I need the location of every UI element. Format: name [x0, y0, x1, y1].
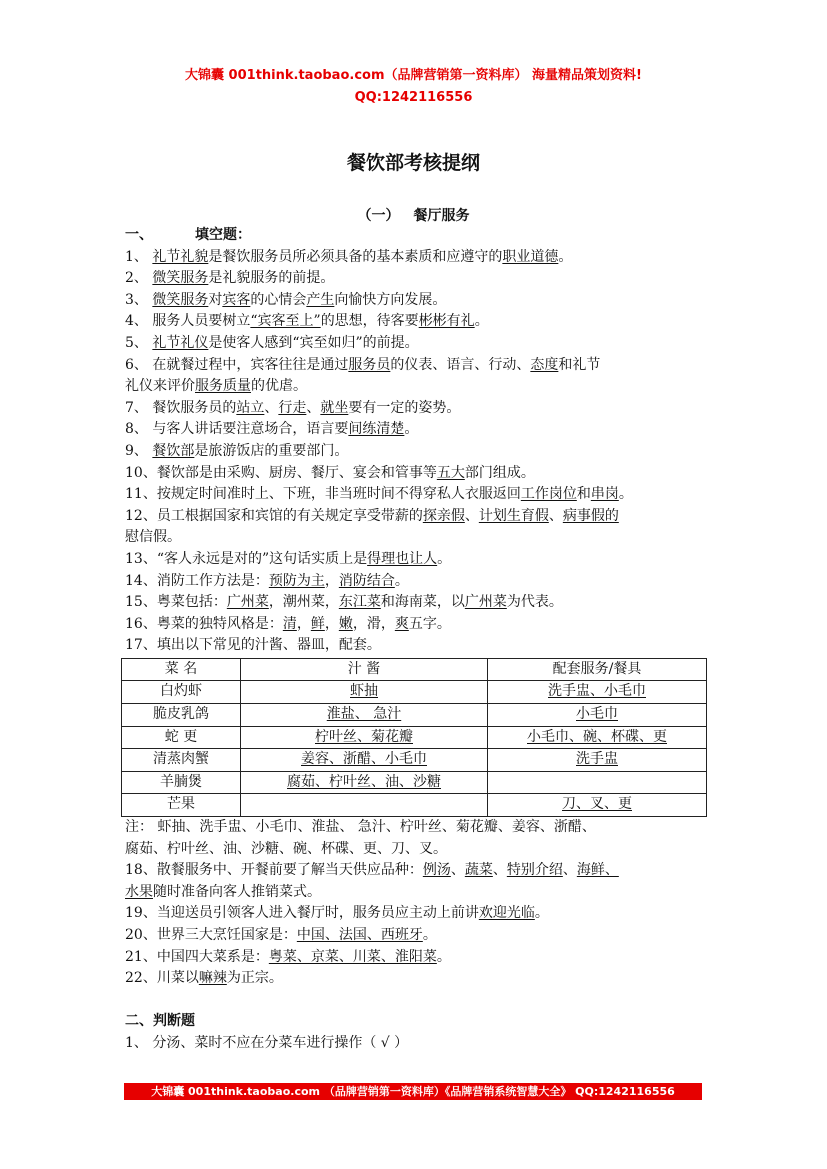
table-row: [122, 704, 707, 727]
answer-text: 探亲假: [422, 507, 465, 524]
table-row: [122, 771, 707, 794]
question-text: 为正宗。: [226, 970, 283, 987]
answer-text: 鲜: [310, 615, 325, 632]
question-text: 5、: [125, 334, 153, 351]
answer-text: 广州菜: [464, 594, 507, 611]
service-cell: 洗手盅、小毛巾: [488, 681, 707, 704]
question-text: 、: [548, 507, 563, 524]
answer-text: 广州菜: [226, 594, 269, 611]
sauce-cell: 柠叶丝、菊花瓣: [241, 726, 488, 749]
header-promo-line: 大锦囊 001think.taobao.com（品牌营销第一资料库） 海量精品策划资料!: [185, 68, 642, 83]
table-header-cell: 配套服务/餐具: [488, 658, 707, 681]
question-text: 10、餐饮部是由采购、厨房、餐厅、宴会和管事等: [125, 464, 437, 481]
answer-text: 餐饮部: [152, 442, 195, 459]
question-text: 部门组成。: [464, 464, 535, 481]
question-text: 19、当迎送员引领客人进入餐厅时，服务员应主动上前讲: [125, 905, 479, 922]
sauce-cell: 姜容、浙醋、小毛巾: [241, 749, 488, 772]
question-text: ，: [324, 615, 339, 632]
question-text: 7、 餐饮服务员的: [125, 399, 237, 416]
answer-text: 产生: [306, 291, 335, 308]
question-text: 2、: [125, 270, 153, 287]
question-12: [125, 506, 715, 528]
sauce-cell: 腐茹、柠叶丝、油、沙糖: [241, 771, 488, 794]
answer-text: 礼节礼貌: [152, 248, 209, 265]
question-text: 、: [450, 862, 465, 879]
document-body: [125, 225, 715, 1055]
question-text: 21、中国四大菜系是：: [125, 948, 269, 965]
dish-cell: 白灼虾: [122, 681, 241, 704]
answer-text: 爽: [394, 615, 409, 632]
answer-text: 串岗: [590, 486, 619, 503]
table-header-cell: 汁 酱: [241, 658, 488, 681]
question-text: 和海南菜，以: [380, 594, 465, 611]
question-13: [125, 549, 715, 571]
question-21: [125, 947, 715, 969]
table-header-cell: 菜 名: [122, 658, 241, 681]
question-text: 17、填出以下常见的汁酱、器皿，配套。: [125, 637, 381, 654]
answer-text: 特别介绍: [506, 862, 563, 879]
question-5: [125, 333, 715, 355]
question-text: 6、 在就餐过程中，宾客往往是通过: [125, 356, 349, 373]
question-text: 15、粤菜包括：: [125, 594, 227, 611]
question-text: 9、: [125, 442, 153, 459]
question-19: [125, 903, 715, 925]
question-2: [125, 268, 715, 290]
answer-text: 东江菜: [338, 594, 381, 611]
question-text: ，潮州菜，: [268, 594, 339, 611]
dish-cell: 脆皮乳鸽: [122, 704, 241, 727]
question-text: 礼仪来评价: [125, 378, 195, 395]
answer-text: “宾客至上”: [250, 313, 321, 330]
question-text: 、: [464, 507, 479, 524]
question-text: 是旅游饭店的重要部门。: [194, 442, 349, 459]
question-text: 是使客人感到“宾至如归”的前提。: [208, 334, 419, 351]
dish-cell: 芒果: [122, 794, 241, 817]
question-text: 、: [492, 862, 507, 879]
question-text: 。: [474, 313, 489, 330]
question-18-cont: [125, 882, 715, 904]
service-cell: 刀、叉、更: [488, 794, 707, 817]
question-text: 。: [437, 550, 452, 567]
answer-text: 就坐: [320, 399, 349, 416]
answer-text: 服务质量: [195, 378, 251, 395]
question-text: 和: [576, 486, 591, 503]
answer-text: 彬彬有礼: [418, 313, 475, 330]
question-9: [125, 441, 715, 463]
question-text: 注： 虾抽、洗手盅、小毛巾、淮盐、 急汁、柠叶丝、菊花瓣、姜容、浙醋、: [125, 819, 596, 836]
subtitle-number: （一）: [357, 208, 400, 224]
answer-text: 消防结合: [338, 572, 395, 589]
judge-question-1: [125, 1033, 715, 1055]
answer-text: 间练清楚: [348, 421, 405, 438]
sauce-cell: 虾抽: [241, 681, 488, 704]
answer-text: 例汤: [422, 862, 451, 879]
question-14: [125, 571, 715, 593]
question-text: ，滑，: [352, 615, 395, 632]
table-note-cont: [125, 839, 715, 861]
question-text: 18、散餐服务中、开餐前要了解当天供应品种：: [125, 862, 423, 879]
table-row: [122, 681, 707, 704]
section-number: 一、: [125, 227, 153, 243]
question-8: [125, 419, 715, 441]
question-text: 。: [422, 927, 437, 943]
page-title: 餐饮部考核提纲: [346, 152, 480, 174]
question-4: [125, 311, 715, 333]
question-7: [125, 398, 715, 420]
answer-text: 欢迎光临: [478, 905, 535, 922]
dish-cell: 羊腩煲: [122, 771, 241, 794]
answer-text: 海鲜、: [576, 862, 619, 879]
spacer: [125, 990, 715, 1012]
question-text: 的心情会: [250, 291, 307, 308]
section-heading-true-false: 二、判断题: [125, 1013, 195, 1030]
question-text: 要有一定的姿势。: [348, 399, 461, 416]
question-text: 、: [562, 862, 577, 879]
question-text: 和礼节: [558, 356, 601, 373]
table-row: [122, 794, 707, 817]
question-text: 。: [558, 248, 573, 265]
question-text: 。: [394, 572, 409, 589]
service-cell: 洗手盅: [488, 749, 707, 772]
question-17: [125, 635, 715, 657]
answer-text: 五大: [436, 464, 465, 481]
question-text: 、: [264, 399, 279, 416]
answer-text: 嘛辣: [198, 970, 227, 987]
question-text: 14、消防工作方法是：: [125, 572, 269, 589]
question-22: [125, 968, 715, 990]
table-row: [122, 749, 707, 772]
question-text: 的优虐。: [251, 378, 307, 395]
question-text: 、: [306, 399, 321, 416]
footer-banner: 大锦囊 001think.taobao.com （品牌营销第一资料库）《品牌营销系统智慧大全》 QQ:1242116556: [124, 1083, 702, 1100]
section-subtitle: [0, 205, 827, 225]
answer-text: 工作岗位: [520, 486, 577, 503]
answer-text: 计划生育假: [478, 507, 549, 524]
question-18: [125, 860, 715, 882]
dish-cell: 蛇 更: [122, 726, 241, 749]
answer-text: 蔬菜: [464, 862, 493, 879]
question-text: 8、 与客人讲话要注意场合，语言要: [125, 421, 349, 438]
question-6-cont: [125, 376, 715, 398]
section-heading-fill-blank: [125, 225, 715, 247]
question-text: 腐茹、柠叶丝、油、沙糖、碗、杯碟、更、刀、叉。: [125, 840, 447, 857]
question-16: [125, 614, 715, 636]
question-text: 12、员工根据国家和宾馆的有关规定享受带薪的: [125, 507, 423, 524]
question-text: 慰信假。: [125, 529, 181, 546]
question-12-cont: [125, 527, 715, 549]
table-note: [125, 817, 715, 839]
answer-text: 宾客: [222, 291, 251, 308]
question-text: 对: [208, 291, 223, 308]
question-1: [125, 247, 715, 269]
dish-cell: 清蒸肉蟹: [122, 749, 241, 772]
answer-text: 预防为主: [268, 572, 325, 589]
table-header-row: [122, 658, 707, 681]
section-title: 填空题：: [195, 227, 251, 243]
question-15: [125, 592, 715, 614]
question-text: 20、世界三大烹饪国家是：: [125, 927, 297, 943]
answer-text: 礼节礼仪: [152, 334, 209, 351]
answer-text: 病事假的: [562, 507, 619, 524]
question-text: 4、 服务人员要树立: [125, 313, 251, 330]
question-text: 。: [534, 905, 549, 922]
question-text: 随时准备向客人推销菜式。: [153, 883, 321, 900]
question-text: 是礼貌服务的前提。: [208, 270, 335, 287]
service-cell: 小毛巾: [488, 704, 707, 727]
question-text: 是餐饮服务员所必须具备的基本素质和应遵守的: [208, 248, 503, 265]
question-text: ，: [296, 615, 311, 632]
subtitle-text: 餐厅服务: [413, 208, 470, 224]
sauce-pairing-table: [121, 658, 707, 817]
question-11: [125, 484, 715, 506]
question-text: 。: [618, 486, 633, 503]
answer-text: 嫩: [338, 615, 353, 632]
question-text: 22、川菜以: [125, 970, 199, 987]
question-text: 1、 分汤、菜时不应在分菜车进行操作（ √ ）: [125, 1034, 409, 1051]
question-text: 。: [436, 948, 451, 965]
question-text: 11、按规定时间准时上、下班，非当班时间不得穿私人衣服返回: [125, 486, 521, 503]
answer-text: 清: [282, 615, 297, 632]
question-text: 的思想，待客要: [320, 313, 419, 330]
question-text: 向愉快方向发展。: [334, 291, 447, 308]
service-cell: 小毛巾、碗、杯碟、更: [488, 726, 707, 749]
question-text: ，: [324, 572, 339, 589]
question-text: 五字。: [408, 615, 451, 632]
answer-text: 水果: [125, 883, 153, 900]
table-row: [122, 726, 707, 749]
question-text: 。: [404, 421, 419, 438]
answer-text: 粤菜、京菜、川菜、淮阳菜: [268, 948, 437, 965]
answer-text: 态度: [530, 356, 559, 373]
question-text: 为代表。: [506, 594, 563, 611]
question-20: [125, 925, 715, 947]
question-text: 3、: [125, 291, 153, 308]
question-text: 16、粤菜的独特风格是：: [125, 615, 283, 632]
answer-text: 得理也让人: [367, 550, 438, 567]
answer-text: 微笑服务: [152, 270, 209, 287]
question-6: [125, 355, 715, 377]
answer-text: 站立: [236, 399, 265, 416]
sauce-cell: [241, 794, 488, 817]
answer-text: 中国、法国、西班牙: [296, 927, 423, 943]
answer-text: 微笑服务: [152, 291, 209, 308]
question-text: 的仪表、语言、行动、: [390, 356, 531, 373]
answer-text: 职业道德: [502, 248, 559, 265]
question-text: 13、“客人永远是对的”这句话实质上是: [125, 550, 368, 567]
service-cell: [488, 771, 707, 794]
header-qq: QQ:1242116556: [354, 90, 473, 105]
answer-text: 服务员: [348, 356, 391, 373]
question-3: [125, 290, 715, 312]
question-10: [125, 463, 715, 485]
sauce-cell: 淮盐、 急汁: [241, 704, 488, 727]
question-text: 1、: [125, 248, 153, 265]
answer-text: 行走: [278, 399, 307, 416]
